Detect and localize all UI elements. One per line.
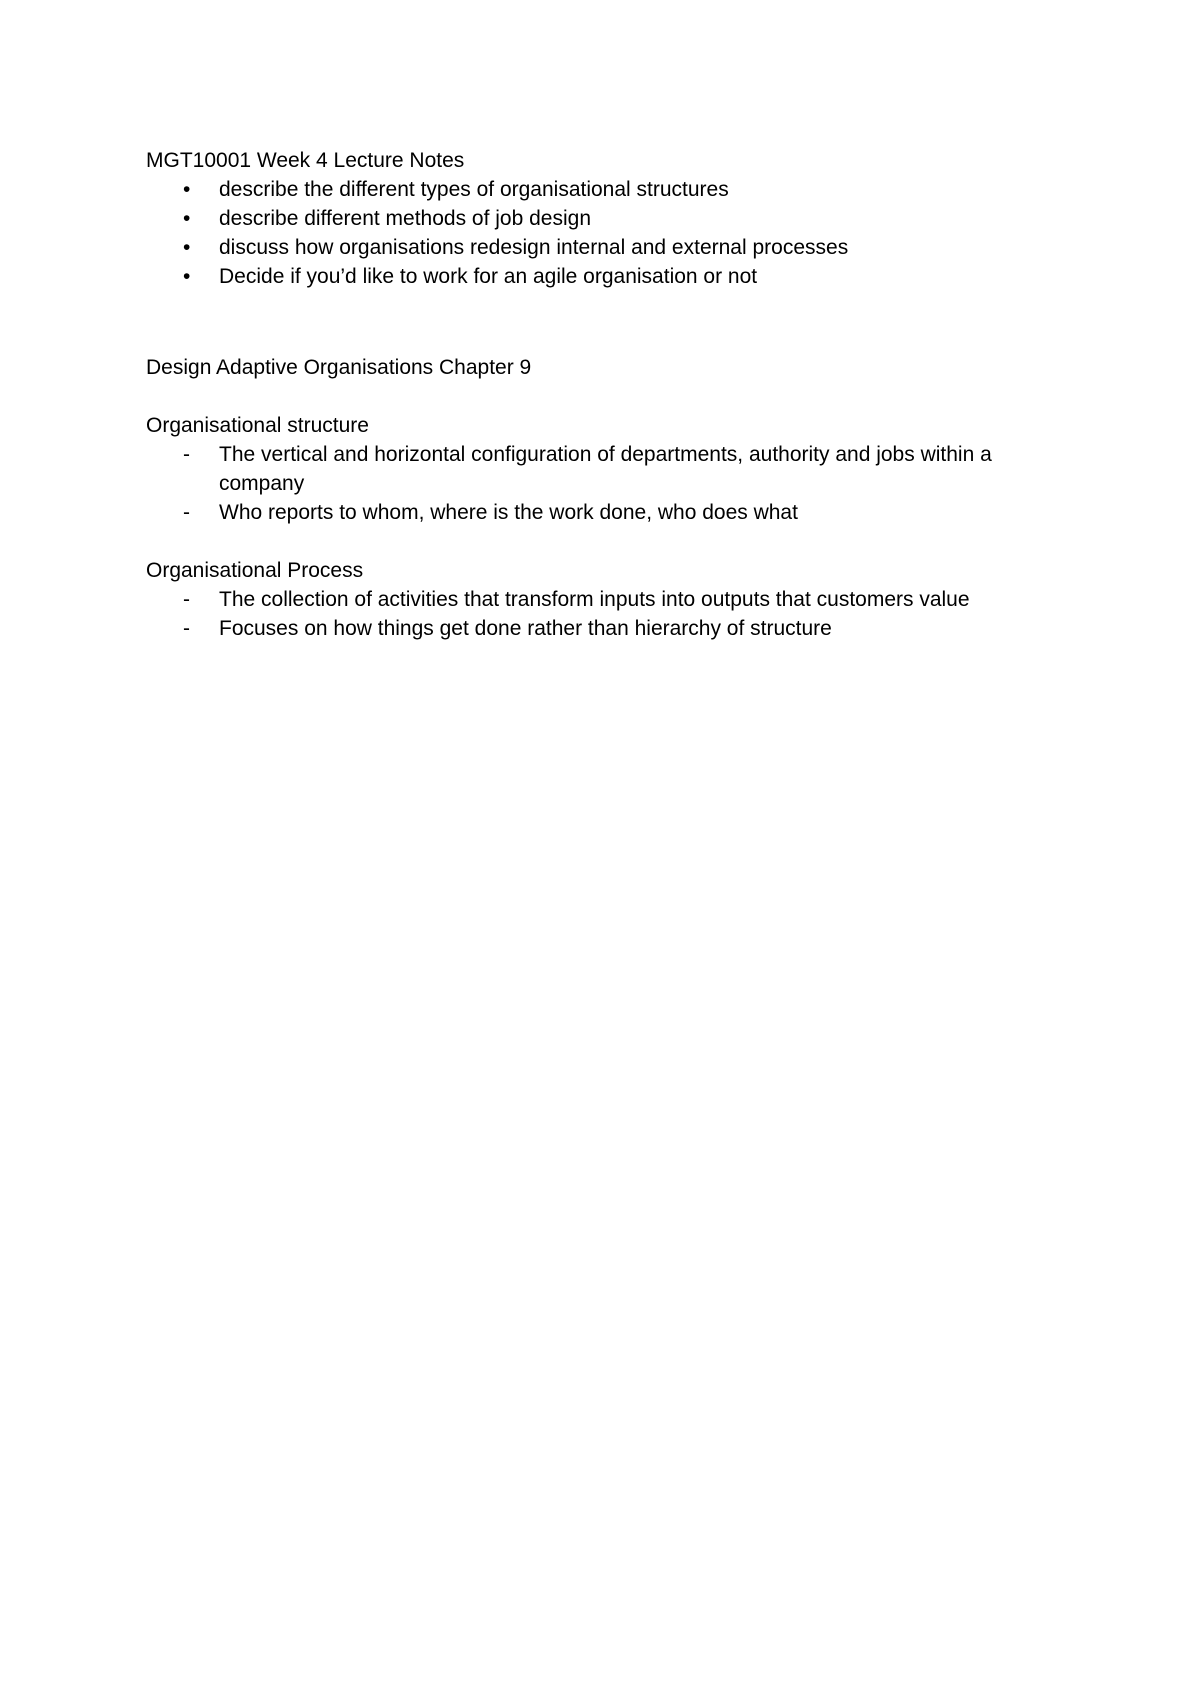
list-item: [146, 262, 1076, 291]
list-item: [146, 233, 1076, 262]
section-heading: Organisational Process: [146, 559, 364, 582]
list-item: [146, 204, 1076, 233]
dash-marker: -: [183, 617, 190, 640]
point-text: Focuses on how things get done rather than hierarchy of structure: [219, 617, 832, 640]
section-points-list: [146, 585, 1076, 643]
objectives-list: [146, 175, 1076, 291]
document-title: MGT10001 Week 4 Lecture Notes: [146, 149, 465, 172]
point-text: The vertical and horizontal configuration of departments, authority and jobs within a company: [219, 443, 992, 495]
spacer: [146, 527, 1076, 556]
dash-marker: -: [183, 443, 190, 466]
objective-text: describe the different types of organisational structures: [219, 178, 729, 201]
spacer: [146, 291, 1076, 353]
list-item: [146, 498, 1076, 527]
bullet-marker: •: [183, 265, 191, 288]
list-item: [146, 175, 1076, 204]
document-content: [146, 146, 1076, 643]
list-item: [146, 440, 1076, 498]
objective-text: Decide if you’d like to work for an agile organisation or not: [219, 265, 758, 288]
dash-marker: -: [183, 501, 190, 524]
point-text: The collection of activities that transform inputs into outputs that customers value: [219, 588, 970, 611]
section-points-list: [146, 440, 1076, 527]
list-item: [146, 614, 1076, 643]
dash-marker: -: [183, 588, 190, 611]
point-text: Who reports to whom, where is the work done, who does what: [219, 501, 798, 524]
section-heading: Organisational structure: [146, 414, 369, 437]
objective-text: describe different methods of job design: [219, 207, 592, 230]
bullet-marker: •: [183, 178, 191, 201]
bullet-marker: •: [183, 236, 191, 259]
spacer: [146, 382, 1076, 411]
bullet-marker: •: [183, 207, 191, 230]
list-item: [146, 585, 1076, 614]
objective-text: discuss how organisations redesign internal and external processes: [219, 236, 849, 259]
chapter-heading: Design Adaptive Organisations Chapter 9: [146, 356, 532, 379]
